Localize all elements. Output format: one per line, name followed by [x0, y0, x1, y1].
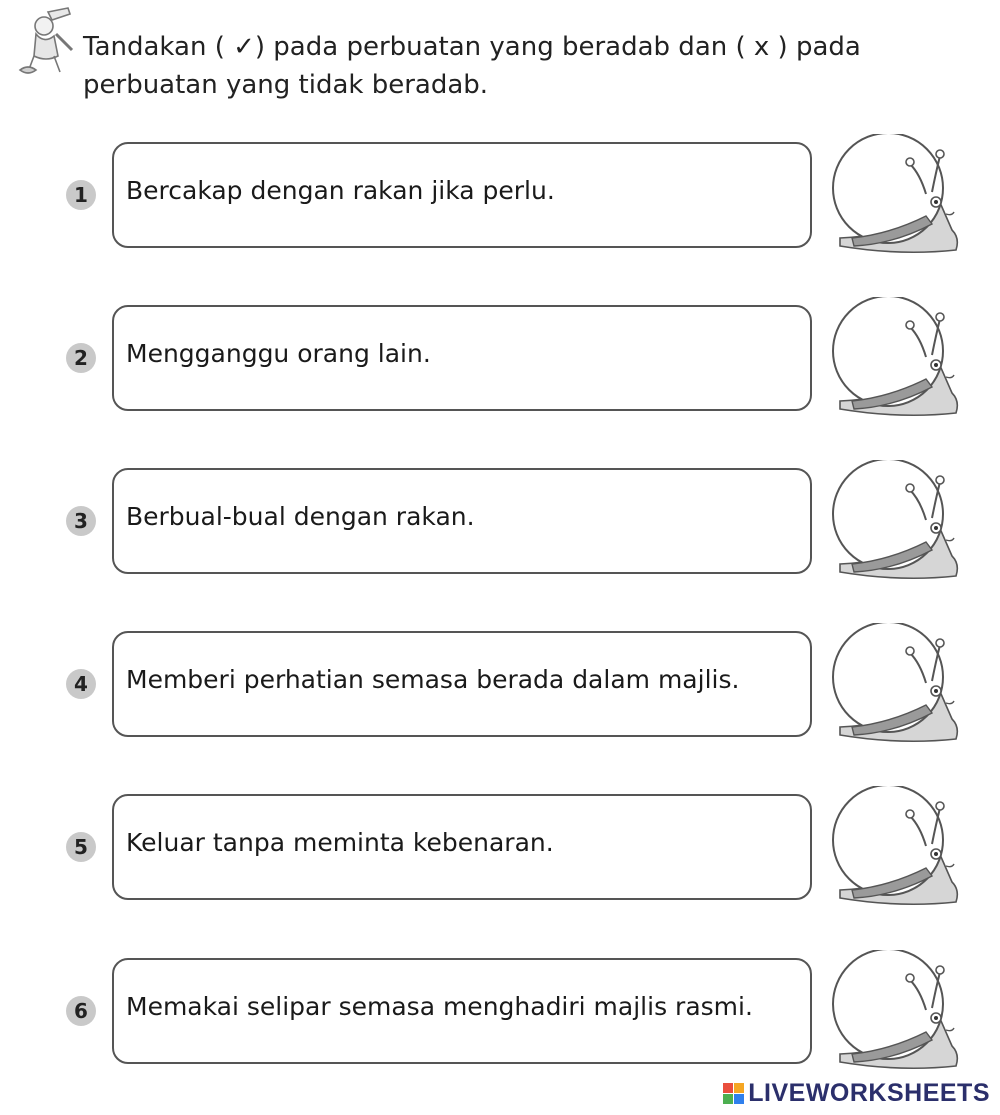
pencil-child-icon — [8, 6, 78, 80]
item-number-badge: 1 — [66, 180, 96, 210]
statement-row — [60, 629, 960, 751]
instruction — [83, 28, 883, 104]
statement-text: Bercakap dengan rakan jika perlu. — [126, 176, 555, 205]
instruction-line-1: Tandakan ( ✓) pada perbuatan yang beradab dan ( x ) pada — [83, 32, 861, 62]
statement-text: Keluar tanpa meminta kebenaran. — [126, 828, 554, 857]
instruction-line-2: perbuatan yang tidak beradab. — [83, 70, 489, 100]
statement-row — [60, 956, 960, 1078]
statement-row — [60, 303, 960, 425]
statement-row — [60, 792, 960, 914]
liveworksheets-logo — [723, 1079, 990, 1107]
item-number-badge: 4 — [66, 669, 96, 699]
answer-drop-zone[interactable] — [835, 637, 935, 717]
answer-drop-zone[interactable] — [835, 474, 935, 554]
item-number-badge: 2 — [66, 343, 96, 373]
brand-grid-icon — [723, 1083, 744, 1104]
statement-row — [60, 140, 960, 262]
answer-drop-zone[interactable] — [835, 311, 935, 391]
statement-text: Berbual-bual dengan rakan. — [126, 502, 475, 531]
statement-text: Memberi perhatian semasa berada dalam majlis. — [126, 665, 740, 694]
item-number-badge: 6 — [66, 996, 96, 1026]
item-number-badge: 5 — [66, 832, 96, 862]
brand-name: LIVEWORKSHEETS — [748, 1078, 990, 1107]
answer-drop-zone[interactable] — [835, 964, 935, 1044]
statement-text: Mengganggu orang lain. — [126, 339, 431, 368]
statement-row — [60, 466, 960, 588]
answer-drop-zone[interactable] — [835, 148, 935, 228]
answer-drop-zone[interactable] — [835, 800, 935, 880]
item-number-badge: 3 — [66, 506, 96, 536]
statement-text: Memakai selipar semasa menghadiri majlis rasmi. — [126, 992, 753, 1021]
